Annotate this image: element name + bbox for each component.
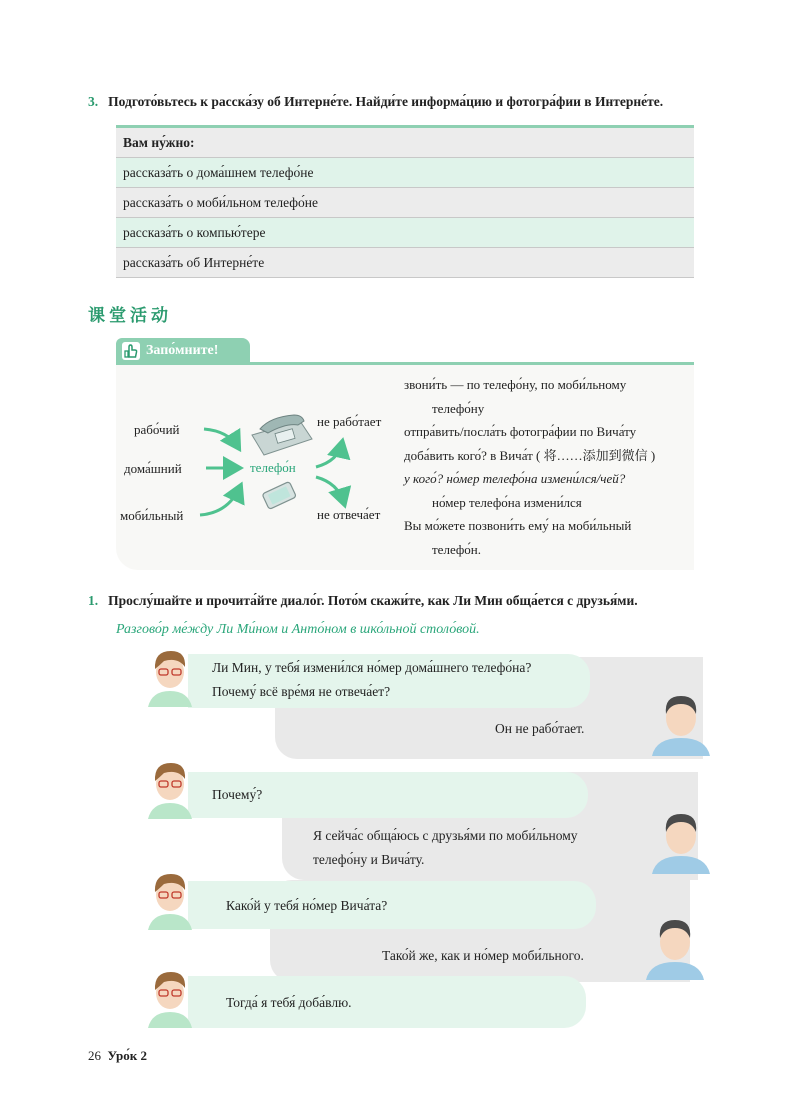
needs-table-row: рассказа́ть о дома́шнем телефо́не	[116, 158, 694, 188]
student-avatar-icon	[144, 966, 196, 1028]
task1-heading	[88, 593, 638, 609]
arrow-icon	[316, 477, 344, 503]
dialog-line: Почему́?	[212, 787, 263, 802]
desk-phone-icon	[252, 415, 312, 455]
dialog-line: Тогда́ я тебя́ доба́влю.	[226, 995, 352, 1010]
memo-phrases	[404, 373, 694, 561]
dialog-line: Ли Мин, у тебя́ измени́лся но́мер дома́шнего телефо́на?	[212, 660, 532, 675]
student-avatar-icon	[144, 868, 196, 930]
student-avatar-icon	[650, 806, 712, 874]
mobile-phone-icon	[262, 481, 296, 509]
needs-table-row: рассказа́ть о моби́льном телефо́не	[116, 188, 694, 218]
phrase-line: у кого́? но́мер телефо́на измени́лся/чей?	[404, 471, 626, 486]
arrow-icon	[204, 429, 238, 447]
phrase-line: телефо́ну	[432, 400, 485, 416]
dialog-line: Тако́й же, как и но́мер моби́льного.	[382, 948, 584, 963]
conversation-title: Разгово́р ме́жду Ли Ми́ном и Анто́ном в шко́льной столо́вой.	[116, 622, 480, 637]
needs-table	[116, 125, 694, 278]
task1-text: Прослу́шайте и прочита́йте диало́г. Пото́м скажи́те, как Ли Мин обща́ется с друзья́ми.	[108, 593, 638, 608]
student-avatar-icon	[644, 912, 706, 980]
dialog-line: Он не рабо́тает.	[495, 721, 585, 736]
result-label: не рабо́тает	[317, 414, 382, 429]
student-avatar-icon	[144, 645, 196, 707]
page-footer	[88, 1048, 147, 1064]
needs-table-row: рассказа́ть о компью́тере	[116, 218, 694, 248]
phrase-line: но́мер телефо́на измени́лся	[432, 494, 582, 510]
phrase-line: отпра́вить/посла́ть фотогра́фии по Вича́ту	[404, 424, 637, 439]
needs-table-header: Вам ну́жно:	[116, 127, 694, 158]
phrase-line: доба́вить кого́? в Вича́т ( 将……添加到微信 )	[404, 447, 656, 463]
page-number: 26	[88, 1048, 101, 1063]
hand-icon	[121, 341, 141, 361]
arrow-icon	[200, 487, 240, 515]
memo-tab	[116, 338, 250, 365]
student-avatar-icon	[144, 757, 196, 819]
phrase-line: телефо́н.	[432, 541, 481, 557]
center-label: телефо́н	[250, 460, 296, 475]
phrase-line: звони́ть — по телефо́ну, по моби́льному	[404, 377, 627, 392]
adjective-label: рабо́чий	[134, 422, 180, 437]
task3-number: 3.	[88, 94, 99, 109]
section-title: 课堂活动	[88, 306, 172, 326]
result-label: не отвеча́ет	[317, 507, 381, 522]
student-avatar-icon	[650, 688, 712, 756]
dialog-line: телефо́ну и Вича́ту.	[313, 852, 425, 867]
arrow-icon	[316, 443, 342, 467]
task3-text: Подгото́вьтесь к расска́зу об Интерне́те. Найди́те информа́цию и фотогра́фии в Интерне́те.	[108, 94, 664, 109]
needs-table-row: рассказа́ть об Интерне́те	[116, 248, 694, 278]
task1-number: 1.	[88, 593, 99, 608]
dialog-line: Почему́ всё вре́мя не отвеча́ет?	[212, 684, 391, 699]
dialog-line: Како́й у тебя́ но́мер Вича́та?	[226, 898, 388, 913]
adjective-label: моби́льный	[120, 508, 184, 523]
phrase-line: Вы мо́жете позвони́ть ему́ на моби́льный	[404, 518, 632, 533]
memo-title: Запо́мните!	[146, 343, 219, 358]
adjective-label: дома́шний	[124, 461, 182, 476]
lesson-label: Уро́к 2	[107, 1048, 147, 1063]
dialog-line: Я сейча́с обща́юсь с друзья́ми по моби́льному	[313, 828, 578, 843]
task3-heading	[88, 94, 663, 110]
memo-diagram	[190, 395, 420, 530]
